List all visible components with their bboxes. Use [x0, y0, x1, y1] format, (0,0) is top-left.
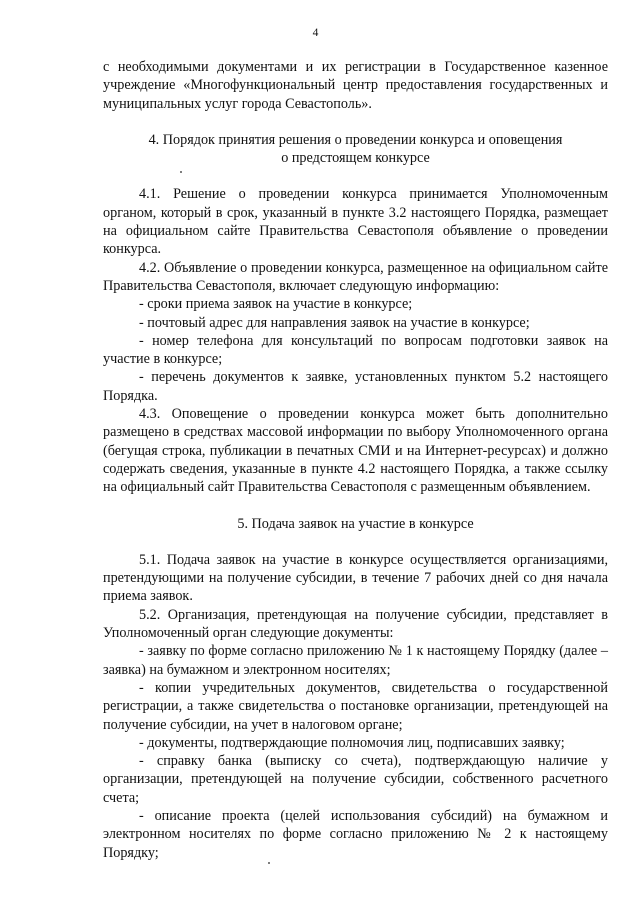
paragraph-4-3: 4.3. Оповещение о проведении конкурса может быть дополнительно размещено в средствах массовой информации по выбору Уполномоченного органа (бегущая строка, публикации в печатных СМИ и на Интернет-ресурсах) и должно содержать сведения, указанные в пункте 4.2 настоящего Порядка, а также ссылку на официальный сайт Правительства Севастополя с размещенным объявлением.: [103, 406, 608, 496]
list-item: - заявку по форме согласно приложению № 1 к настоящему Порядку (далее – заявка) на бумажном и электронном носителях;: [103, 643, 608, 678]
list-item: - сроки приема заявок на участие в конкурсе;: [139, 296, 413, 313]
paragraph-5-1: 5.1. Подача заявок на участие в конкурсе осуществляется организациями, претендующими на получение субсидии, в течение 7 рабочих дней со дня начала приема заявок.: [103, 551, 608, 605]
paragraph-4-2: 4.2. Объявление о проведении конкурса, размещенное на официальном сайте Правительства Севастополя, включает следующую информацию:: [103, 259, 608, 294]
scan-speck: [180, 171, 182, 173]
list-item: - описание проекта (целей использования субсидий) на бумажном и электронном носителях по форме согласно приложению № 2 к настоящему Порядку;: [103, 807, 608, 861]
scan-speck: [268, 862, 270, 864]
intro-paragraph: с необходимыми документами и их регистрации в Государственное казенное учреждение «Многофункциональный центр предоставления государственных и муниципальных услуг города Севастополь».: [103, 59, 608, 112]
list-item: - копии учредительных документов, свидетельства о государственной регистрации, а также свидетельства о постановке организации, претендующей на получение субсидии, на учет в налоговом органе;: [103, 679, 608, 733]
paragraph-4-1: 4.1. Решение о проведении конкурса принимается Уполномоченным органом, который в срок, указанный в пункте 3.2 настоящего Порядка, размещает на официальном сайте Правительства Севастополя объявление о проведении конкурса.: [103, 186, 608, 258]
section-5-heading: 5. Подача заявок на участие в конкурсе: [237, 515, 474, 532]
list-item: - почтовый адрес для направления заявок на участие в конкурсе;: [139, 314, 530, 331]
list-item: - справку банка (выписку со счета), подтверждающую наличие у организации, претендующей на получение субсидии, собственного расчетного счета;: [103, 753, 608, 806]
section-5: [103, 515, 608, 862]
section-4: [103, 131, 608, 497]
list-item: - документы, подтверждающие полномочия лиц, подписавших заявку;: [139, 734, 565, 751]
document-body: [103, 58, 608, 862]
list-item: - перечень документов к заявке, установленных пунктом 5.2 настоящего Порядка.: [103, 369, 608, 404]
section-4-heading-line-1: 4. Порядок принятия решения о проведении конкурса и оповещения: [148, 131, 563, 148]
page-number: 4: [312, 27, 319, 39]
list-item: - номер телефона для консультаций по вопросам подготовки заявок на участие в конкурсе;: [103, 332, 608, 368]
paragraph-5-2: 5.2. Организация, претендующая на получение субсидии, представляет в Уполномоченный орган следующие документы:: [103, 606, 608, 642]
section-4-heading-line-2: о предстоящем конкурсе: [281, 150, 430, 167]
